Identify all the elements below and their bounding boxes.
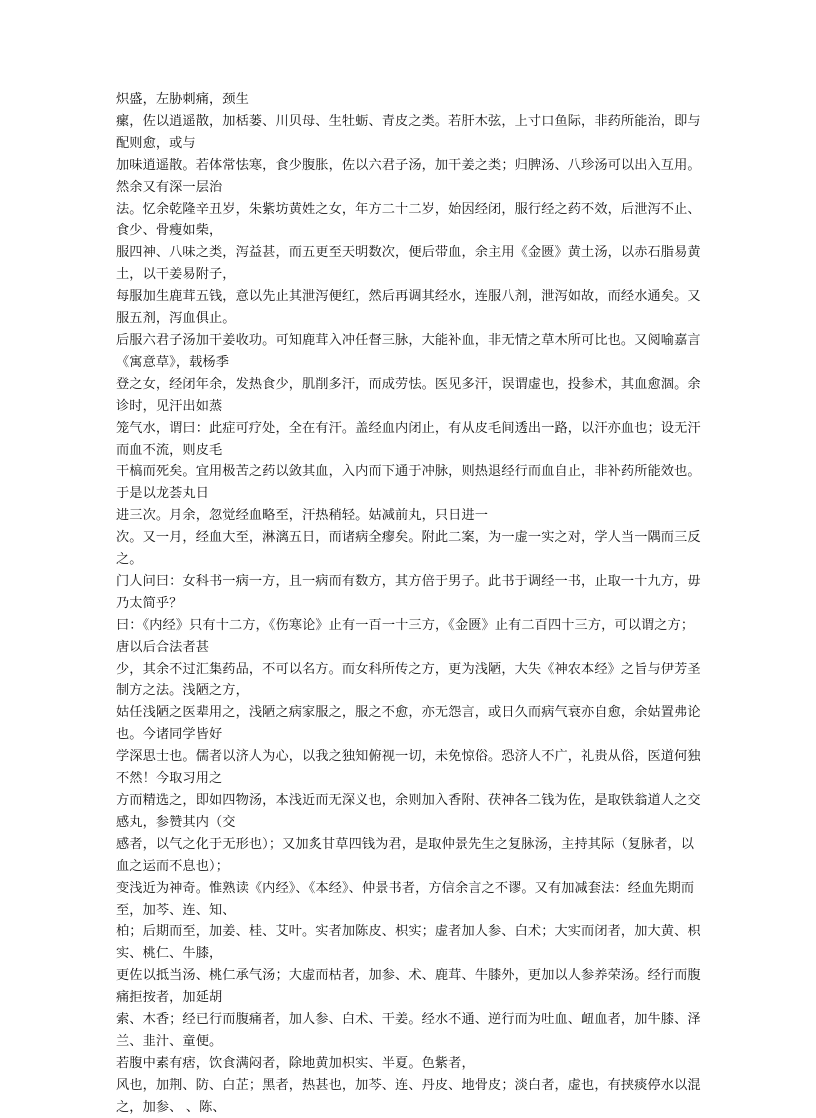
- text-line: 炽盛，左胁刺痛，颈生: [116, 91, 249, 106]
- text-line: 每服加生鹿茸五钱，意以先止其泄泻便红，然后再调其经水，连服八剂，泄泻如故，而经水通矣。又服五剂，泻血俱止。: [116, 288, 701, 326]
- text-line: 曰：《内经》只有十二方，《伤寒论》止有一百一十三方，《金匮》止有二百四十三方，可以谓之方；唐以后合法者甚: [116, 616, 695, 654]
- text-line: 少，其余不过汇集药品，不可以名方。而女科所传之方，更为浅陋，大失《神农本经》之旨与伊芳圣制方之法。浅陋之方，: [116, 660, 701, 698]
- text-line: 登之女，经闭年余，发热食少，肌削多汗，而成劳怯。医见多汗，误谓虚也，投参术，其血愈涸。余诊时，见汗出如蒸: [116, 375, 701, 413]
- text-line: 若腹中素有痞，饮食满闷者，除地黄加枳实、半夏。色紫者，: [116, 1054, 475, 1070]
- text-line: 变浅近为神奇。惟熟读《内经》、《本经》、仲景书者，方信余言之不谬。又有加减套法：经血先期而至，加芩、连、知、: [116, 879, 695, 917]
- text-line: 学深思士也。儒者以济人为心，以我之独知俯视一切，未免惊俗。恐济人不广，礼贵从俗，医道何独不然！今取习用之: [116, 748, 701, 786]
- text-line: 柏；后期而至，加姜、桂、艾叶。实者加陈皮、枳实；虚者加人参、白术；大实而闭者，加大黄、枳实、桃仁、牛膝，: [116, 923, 701, 961]
- text-line: 感者，以气之化于无形也）；又加炙甘草四钱为君，是取仲景先生之复脉汤，主持其际（复脉者，以血之运而不息也）；: [116, 835, 695, 873]
- document-text-block: [116, 88, 705, 1118]
- text-line: 加味逍遥散。若体常怯寒，食少腹胀，佐以六君子汤，加干姜之类；归脾汤、八珍汤可以出入互用。然余又有深一层治: [116, 156, 701, 194]
- text-line: 进三次。月余，忽觉经血略至，汗热稍轻。姑减前丸，只日进一: [116, 507, 489, 523]
- text-line: 服四神、八味之类，泻益甚，而五更至天明数次，便后带血，余主用《金匮》黄土汤，以赤石脂易黄土，以干姜易附子，: [116, 244, 701, 282]
- text-line: 瘰，佐以逍遥散，加栝蒌、川贝母、生牡蛎、青皮之类。若肝木弦，上寸口鱼际，非药所能治，即与 配则愈，或与: [116, 112, 705, 150]
- text-line: 索、木香；经已行而腹痛者，加人参、白术、干姜。经水不通、逆行而为吐血、衄血者，加牛膝、泽兰、韭汁、童便。: [116, 1011, 701, 1048]
- text-line: 干槁而死矣。宜用极苦之药以敛其血，入内而下通于冲脉，则热退经行而血自止，非补药所能效也。于是以龙荟丸日: [116, 463, 701, 501]
- text-line: 门人问曰：女科书一病一方，且一病而有数方，其方倍于男子。此书于调经一书，止取一十九方，毋乃太简乎？: [116, 572, 701, 610]
- text-line: 姑任浅陋之医辈用之，浅陋之病家服之，服之不愈，亦无怨言，或日久而病气衰亦自愈，余姑置弗论也。今诸同学皆好: [116, 704, 701, 742]
- text-line: 后服六君子汤加干姜收功。可知鹿茸入冲任督三脉，大能补血，非无情之草木所可比也。又阅喻嘉言《寓意草》，载杨季: [116, 331, 701, 369]
- text-line: 次。又一月，经血大至，淋漓五日，而诸病全瘳矣。附此二案，为一虚一实之对，学人当一隅而三反之。: [116, 529, 701, 567]
- text-line: 风也，加荆、防、白芷；黑者，热甚也，加芩、连、丹皮、地骨皮；淡白者，虚也，有挟痰停水以混之，加参、 、陈、: [116, 1076, 701, 1114]
- text-line: 方而精选之，即如四物汤，本浅近而无深义也，余则加入香附、茯神各二钱为佐，是取铁翁道人之交感丸，参赞其内（交: [116, 792, 701, 829]
- text-line: 更佐以抵当汤、桃仁承气汤；大虚而枯者，加参、术、鹿茸、牛膝外，更加以人参养荣汤。经行而腹痛拒按者，加延胡: [116, 967, 701, 1005]
- text-line: 法。忆余乾隆辛丑岁，朱紫坊黄姓之女，年方二十二岁，始因经闭，服行经之药不效，后泄泻不止、食少、骨瘦如柴，: [116, 200, 701, 238]
- text-line: 笼气水，谓曰：此症可疗处，全在有汗。盖经血内闭止，有从皮毛间透出一路，以汗亦血也；设无汗而血不流，则皮毛: [116, 419, 701, 457]
